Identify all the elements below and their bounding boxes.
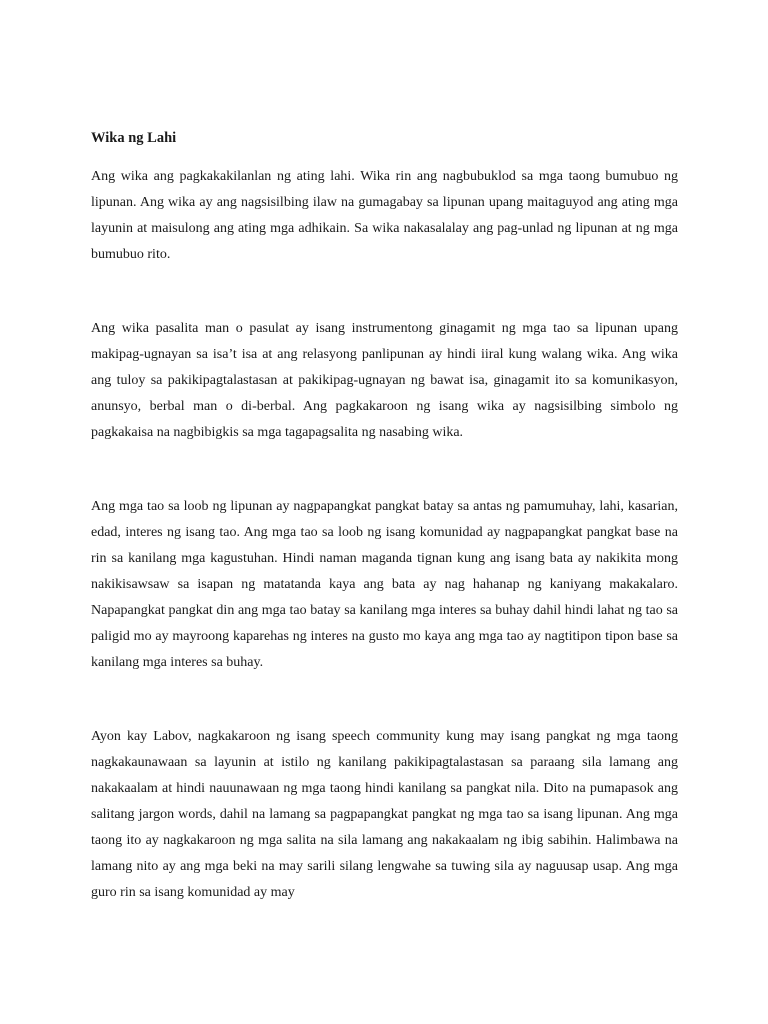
document-body — [91, 128, 678, 906]
paragraph-2: Ang wika pasalita man o pasulat ay isang instrumentong ginagamit ng mga tao sa lipunan upang makipag-ugnayan sa isa’t isa at ang relasyong panlipunan ay hindi iiral kung walang wika. Ang wika ang tuloy sa pakikipagtalastasan at pakikipag-ugnayan ng bawat isa, ginagamit ito sa komunikasyon, anunsyo, berbal man o di-berbal. Ang pagkakaroon ng isang wika ay nagsisilbing simbolo ng pagkakaisa na nagbibigkis sa mga tagapagsalita ng nasabing wika. — [91, 321, 678, 440]
paragraph-4: Ayon kay Labov, nagkakaroon ng isang speech community kung may isang pangkat ng mga taong nagkakaunawaan sa layunin at istilo ng kanilang pakikipagtalastasan sa paraang sila lamang ang nakakaalam at hindi nauunawaan ng mga taong hindi kanilang sa pangkat nila. Dito na pumapasok ang salitang jargon words, dahil na lamang sa pagpapangkat pangkat ng mga tao sa isang lipunan. Ang mga taong ito ay nagkakaroon ng mga salita na sila lamang ang nakakaalam ng ibig sabihin. Halimbawa na lamang nito ay ang mga beki na may sarili silang lengwahe sa tuwing sila ay naguusap usap. Ang mga guro rin sa isang komunidad ay may — [91, 729, 678, 900]
paragraph-1: Ang wika ang pagkakakilanlan ng ating lahi. Wika rin ang nagbubuklod sa mga taong bumubuo ng lipunan. Ang wika ay ang nagsisilbing ilaw na gumagabay sa lipunan upang maitaguyod ang ating mga layunin at maisulong ang ating mga adhikain. Sa wika nakasalalay ang pag-unlad ng lipunan at ng mga bumubuo rito. — [91, 169, 678, 262]
paragraph-3: Ang mga tao sa loob ng lipunan ay nagpapangkat pangkat batay sa antas ng pamumuhay, lahi, kasarian, edad, interes ng isang tao. Ang mga tao sa loob ng isang komunidad ay nagpapangkat pangkat base na rin sa kanilang mga kagustuhan. Hindi naman maganda tignan kung ang isang bata ay nakikita mong nakikisawsaw sa isapan ng matatanda kaya ang bata ay nag hahanap ng kaniyang makakalaro. Napapangkat pangkat din ang mga tao batay sa kanilang mga interes sa buhay dahil hindi lahat ng tao sa paligid mo ay mayroong kaparehas ng interes na gusto mo kaya ang mga tao ay nagtitipon tipon base sa kanilang mga interes sa buhay. — [91, 499, 678, 670]
paragraph-spacer — [91, 446, 678, 494]
paragraph-spacer — [91, 268, 678, 316]
paragraph-spacer — [91, 676, 678, 724]
document-title: Wika ng Lahi — [91, 130, 177, 146]
